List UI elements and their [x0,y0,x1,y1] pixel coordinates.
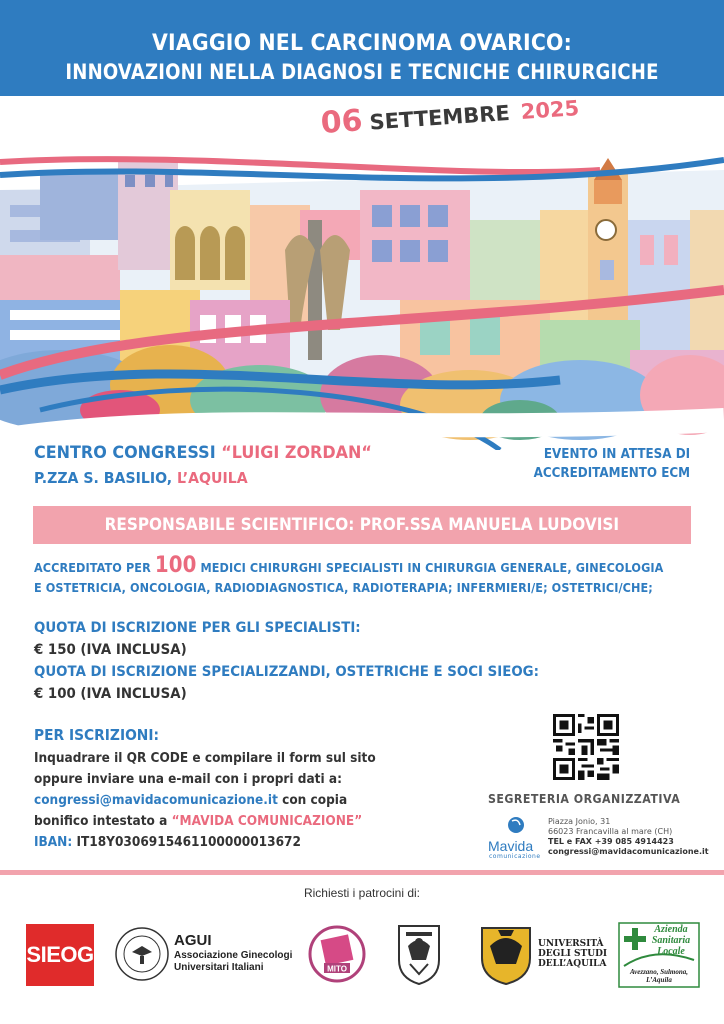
asl-logo [618,922,700,988]
registration-beneficiary-prefix: bonifico intestato a [34,813,168,829]
title-line-1: VIAGGIO NEL CARCINOMA OVARICO: [151,31,572,56]
agui-subtitle [174,950,292,974]
registration-line-3 [34,790,394,811]
accreditation-count: 100 [154,553,197,578]
venue-city: L’AQUILA [177,469,248,487]
venue-name [34,443,372,463]
university-name-3: DELL’AQUILA [538,959,607,969]
header-banner [0,0,724,96]
registration-line-5 [34,832,394,853]
mavida-company-name: Mavida [488,838,534,854]
iban-value: IT18Y0306915461100000013672 [76,834,301,850]
registration-line-1: Inquadrare il QR CODE e compilare il form sul sito [34,750,376,766]
secretariat-phone: TEL e FAX +39 085 4914423 [548,837,674,846]
asl-line-5: L’Aquila [646,976,672,984]
venue-label: CENTRO CONGRESSI [34,443,216,463]
mavida-company-sub: comunicazione [489,853,541,860]
qr-code-icon[interactable] [553,714,619,780]
asl-line-1: Azienda [654,924,688,935]
secretariat-address-1: Piazza Jonio, 31 [548,817,611,826]
date-year: 2025 [519,96,580,125]
scientific-director-text: RESPONSABILE SCIENTIFICO: PROF.SSA MANUELA LUDOVISI [104,515,620,535]
registration-beneficiary: “MAVIDA COMUNICAZIONE” [171,813,363,829]
registration-line-4 [34,811,394,832]
university-name [538,939,607,969]
venue-street: P.ZZA S. BASILIO, [34,469,173,487]
accreditation-text [34,553,694,598]
venue-address [34,469,248,487]
accreditation-line-2: E OSTETRICIA, ONCOLOGIA, RADIODIAGNOSTICA, RADIOTERAPIA; INFERMIERI/E; OSTETRICI/CHE; [34,580,653,595]
agui-name: AGUI [174,932,212,949]
university-crest-icon [478,922,534,986]
secretariat-title: SEGRETERIA ORGANIZZATIVA [488,792,681,806]
venue-title: “LUIGI ZORDAN“ [221,443,372,463]
accreditation-rest: MEDICI CHIRURGHI SPECIALISTI IN CHIRURGIA GENERALE, GINECOLOGIA [200,560,664,575]
ecm-line-2: ACCREDITAMENTO ECM [533,466,690,481]
secretariat-address [548,817,709,857]
fee-specialists-value: € 150 (IVA INCLUSA) [34,642,187,658]
secretariat-address-2: 66023 Francavilla al mare (CH) [548,827,673,836]
university-name-1: UNIVERSITÀ [538,939,604,949]
aquila-crest-icon [396,920,442,986]
fee-others-value: € 100 (IVA INCLUSA) [34,686,187,702]
city-painting-illustration [0,150,724,450]
registration-instructions [34,748,434,853]
asl-line-4: Avezzano, Sulmona, [629,968,689,976]
iban-label: IBAN: [34,834,73,850]
registration-line-2: oppure inviare una e-mail con i propri dati a: [34,771,342,787]
asl-line-2: Sanitaria [651,935,691,946]
mito-logo [308,925,366,983]
agui-subtitle-1: Associazione Ginecologi [174,950,293,961]
asl-line-3: Locale [657,946,685,957]
secretariat-email[interactable]: congressi@mavidacomunicazione.it [548,847,709,856]
fee-specialists-label: QUOTA DI ISCRIZIONE PER GLI SPECIALISTI: [34,620,361,636]
patronage-title: Richiesti i patrocini di: [303,886,421,900]
accreditation-prefix: ACCREDITATO PER [34,560,151,575]
registration-email-suffix: con copia [282,792,348,808]
date-day: 06 [319,103,364,141]
registration-email-link[interactable]: congressi@mavidacomunicazione.it [34,792,278,808]
ecm-notice [534,445,690,483]
accreditation-line-1 [34,553,664,578]
agui-seal-icon [114,926,170,982]
university-name-2: DEGLI STUDI [538,949,608,959]
scientific-director-banner [33,506,691,544]
divider-bar [0,870,724,875]
registration-title: PER ISCRIZIONI: [34,726,160,744]
ecm-line-1: EVENTO IN ATTESA DI [543,447,690,462]
fee-others-label: QUOTA DI ISCRIZIONE SPECIALIZZANDI, OSTETRICHE E SOCI SIEOG: [34,664,539,680]
sieog-logo: SIEOG [26,924,94,986]
agui-subtitle-2: Universitari Italiani [174,962,264,973]
mito-label: MITO [327,964,347,974]
title-line-2: INNOVAZIONI NELLA DIAGNOSI E TECNICHE CHIRURGICHE [65,60,659,84]
date-month: SETTEMBRE [368,100,511,135]
